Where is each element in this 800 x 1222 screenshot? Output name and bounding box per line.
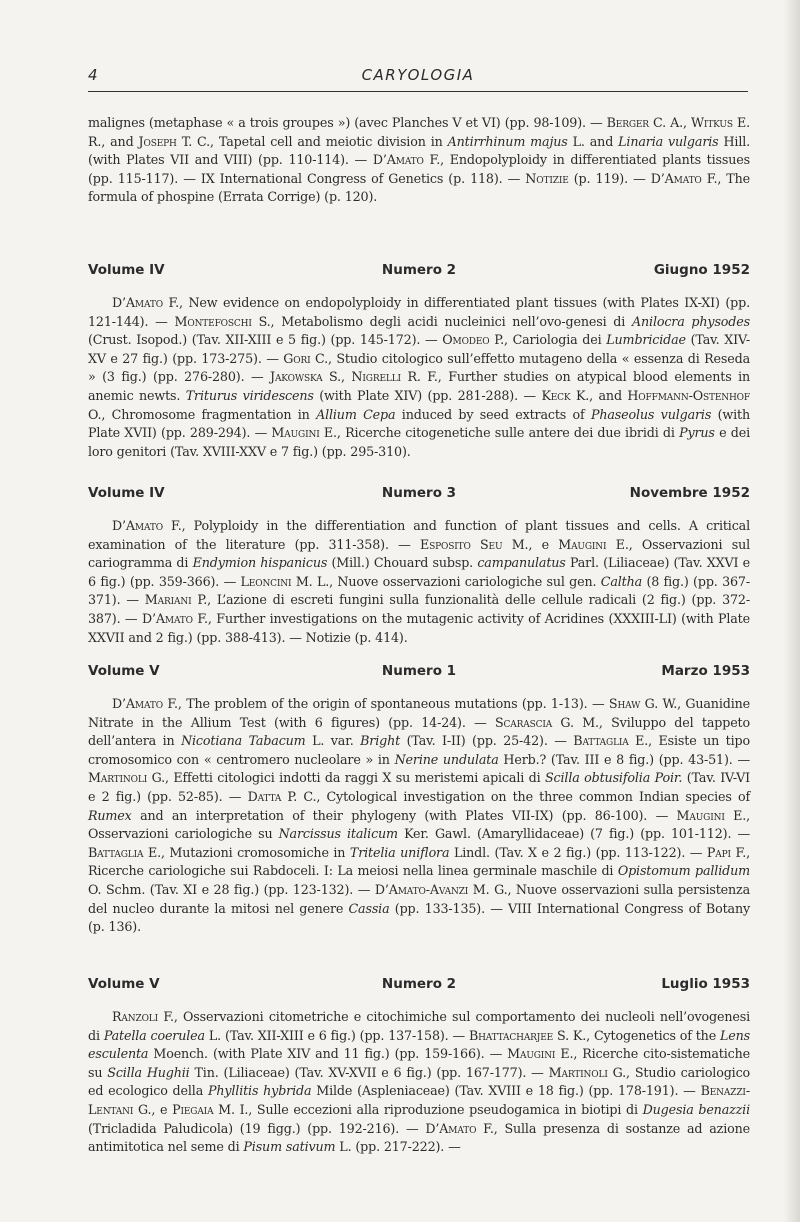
author-name: Omodeo	[442, 332, 490, 348]
taxon-name: Linaria vulgaris	[618, 133, 719, 149]
author-name: D’Amato	[425, 1120, 477, 1136]
issue-number: Numero 1	[381, 663, 457, 679]
author-name: D’Amato	[372, 152, 424, 168]
running-title: CARYOLOGIA	[361, 66, 475, 84]
author-name: Jakowska	[270, 369, 323, 385]
taxon-name: Opistomum pallidum	[617, 863, 750, 879]
author-name: Leoncini	[240, 573, 292, 589]
taxon-name: Caltha	[600, 573, 643, 589]
author-name: Martinoli	[88, 770, 148, 786]
issue-vol5-num1	[88, 663, 750, 937]
issue-heading	[88, 485, 750, 505]
author-name: D’Amato	[112, 696, 163, 711]
author-name: D’Amato-Avanzi	[374, 881, 469, 897]
issue-volume: Volume IV	[88, 485, 165, 501]
issue-vol4-num3	[88, 485, 750, 647]
taxon-name: Scilla obtusifolia Poir.	[545, 770, 683, 786]
header-rule	[88, 91, 748, 92]
issue-contents: D’Amato F., Polyploidy in the differentiation and function of plant tissues and cells. A critical examination of the literature (pp. 311-358). — Esposito Seu M., e Maugini E., Osservazioni sul cariogramma di Endymion hispanicus (Mill.) Chouard subsp. campanulatus Parl. (Liliaceae) (Tav. XXVI e 6 fig.) (pp. 359-366). — Leoncini M. L., Nuove osservazioni cariologiche sul gen. Caltha (8 fig.) (pp. 367-371). — Mariani P., L’azione di escreti fungini sulla funzionalità delle cellule radicali (2 fig.) (pp. 372-387). — D’Amato F., Further investigations on the mutagenic activity of Acridines (XXXIII-LI) (with Plate XXVII and 2 fig.) (pp. 388-413). — Notizie (p. 414).	[88, 518, 751, 645]
taxon-name: Tritelia uniflora	[349, 844, 450, 860]
taxon-name: Cassia	[348, 900, 390, 916]
taxon-name: Rumex	[88, 807, 132, 823]
author-name: Battaglia	[88, 844, 144, 860]
taxon-name: Dugesia benazzii	[642, 1101, 750, 1117]
issue-date: Marzo 1953	[661, 663, 750, 679]
taxon-name: Allium Cepa	[316, 406, 396, 422]
issue-number: Numero 3	[381, 485, 457, 501]
taxon-name: Antirrhinum majus	[447, 133, 568, 149]
taxon-name: Nicotiana Tabacum	[181, 733, 306, 749]
issue-number: Numero 2	[381, 976, 457, 992]
issue-heading	[88, 262, 750, 282]
taxon-name: Patella coerulea	[103, 1027, 205, 1043]
issue-volume: Volume V	[88, 976, 160, 992]
author-name: Maugini	[507, 1046, 556, 1062]
page-header	[88, 66, 748, 90]
author-name: Piegaia	[172, 1101, 214, 1117]
author-name: Benazzi-Lentani	[88, 1083, 750, 1117]
author-name: Mariani	[144, 592, 192, 608]
author-name: Scarascia	[494, 714, 553, 730]
taxon-name: Narcissus italicum	[278, 826, 398, 842]
page-spine-shadow	[784, 0, 800, 1222]
author-name: Papi	[706, 844, 731, 860]
author-name: D’Amato	[141, 610, 193, 626]
author-name: Esposito Seu	[419, 536, 503, 552]
author-name: Notizie	[525, 170, 569, 186]
author-name: Shaw	[608, 696, 641, 711]
issue-vol4-num2	[88, 262, 750, 461]
taxon-name: Triturus viridescens	[185, 387, 314, 403]
author-name: D’Amato	[650, 170, 702, 186]
author-name: Berger	[606, 115, 649, 130]
author-name: Nigrelli	[351, 369, 401, 385]
continued-entry	[88, 114, 750, 207]
author-name: Witkus	[691, 115, 733, 130]
page-number: 4	[88, 66, 98, 84]
author-name: D’Amato	[112, 295, 163, 310]
issue-number: Numero 2	[381, 262, 457, 278]
issue-volume: Volume IV	[88, 262, 165, 278]
author-name: Martinoli	[548, 1064, 608, 1080]
author-name: Battaglia	[573, 733, 629, 749]
issue-volume: Volume V	[88, 663, 160, 679]
issue-contents: D’Amato F., New evidence on endopolyploidy in differentiated plant tissues (with Plates IX-XI) (pp. 121-144). — Montefoschi S., Metabolismo degli acidi nucleinici nell’ovo-genesi di Anilocra physodes (Crust. Isopod.) (Tav. XII-XIII e 5 fig.) (pp. 145-172). — Omodeo P., Cariologia dei Lumbricidae (Tav. XIV-XV e 27 fig.) (pp. 173-275). — Gori C., Studio citologico sull’effetto mutageno della « essenza di Reseda » (3 fig.) (pp. 276-280). — Jakowska S., Nigrelli R. F., Further studies on atypical blood elements in anemic newts. Triturus viridescens (with Plate XIV) (pp. 281-288). — Keck K., and Hoffmann-Ostenhof O., Chromosome fragmentation in Allium Cepa induced by seed extracts of Phaseolus vulgaris (with Plate XVII) (pp. 289-294). — Maugini E., Ricerche citogenetiche sulle antere dei due ibridi di Pyrus e dei loro genitori (Tav. XVIII-XXV e 7 fig.) (pp. 295-310).	[88, 295, 751, 459]
issue-heading	[88, 663, 750, 683]
issue-date: Luglio 1953	[661, 976, 750, 992]
issue-contents: Ranzoli F., Osservazioni citometriche e citochimiche sul comportamento dei nucleoli nell’ovogenesi di Patella coerulea L. (Tav. XII-XIII e 6 fig.) (pp. 137-158). — Bhattacharjee S. K., Cytogenetics of the Lens esculenta Moench. (with Plate XIV and 11 fig.) (pp. 159-166). — Maugini E., Ricerche cito-sistematiche su Scilla Hughii Tin. (Liliaceae) (Tav. XV-XVII e 6 fig.) (pp. 167-177). — Martinoli G., Studio cariologico ed ecologico della Phyllitis hybrida Milde (Aspleniaceae) (Tav. XVIII e 18 fig.) (pp. 178-191). — Benazzi-Lentani G., e Piegaia M. I., Sulle eccezioni alla riproduzione pseudogamica in biotipi di Dugesia benazzii (Tricladida Paludicola) (19 figg.) (pp. 192-216). — D’Amato F., Sulla presenza di sostanze ad azione antimitotica nel seme di Pisum sativum L. (pp. 217-222). —	[88, 1009, 751, 1155]
author-name: Datta	[247, 788, 282, 804]
author-name: Ranzoli	[112, 1009, 159, 1024]
taxon-name: Anilocra physodes	[632, 313, 750, 329]
author-name: Maugini	[558, 536, 607, 552]
taxon-name: Pyrus	[679, 425, 715, 441]
author-name: Keck	[541, 387, 571, 403]
continued-entry-text: malignes (metaphase « a trois groupes ») (avec Planches V et VI) (pp. 98-109). — Berger C. A., Witkus E. R., and Joseph T. C., Tapetal cell and meiotic division in Antirrhinum majus L. and Linaria vulgaris Hill. (with Plates VII and VIII) (pp. 110-114). — D’Amato F., Endopolyploidy in differentiated plants tissues (pp. 115-117). — IX International Congress of Genetics (p. 118). — Notizie (p. 119). — D’Amato F., The formula of phospine (Errata Corrige) (p. 120).	[88, 115, 751, 205]
taxon-name: campanulatus	[477, 555, 566, 571]
taxon-name: Pisum sativum	[243, 1139, 336, 1155]
taxon-name: Lens esculenta	[88, 1027, 751, 1062]
issue-date: Giugno 1952	[653, 262, 750, 278]
taxon-name: Phaseolus vulgaris	[590, 406, 712, 422]
author-name: Maugini	[676, 807, 725, 823]
taxon-name: Nerine undulata	[394, 751, 499, 767]
issue-date: Novembre 1952	[629, 485, 750, 501]
author-name: Joseph	[138, 133, 177, 149]
taxon-name: Scilla Hughii	[107, 1064, 190, 1080]
taxon-name: Lumbricidae	[606, 332, 686, 348]
author-name: Bhattacharjee	[468, 1027, 554, 1043]
author-name: D’Amato	[112, 518, 163, 533]
taxon-name: Endymion hispanicus	[192, 555, 328, 571]
issue-vol5-num2	[88, 976, 750, 1157]
issue-heading	[88, 976, 750, 996]
taxon-name: Phyllitis hybrida	[207, 1083, 312, 1099]
author-name: Hoffmann-Ostenhof	[627, 387, 750, 403]
taxon-name: Bright	[360, 733, 401, 749]
author-name: Montefoschi	[174, 313, 252, 329]
issue-contents: D’Amato F., The problem of the origin of spontaneous mutations (pp. 1-13). — Shaw G. W., Guanidine Nitrate in the Allium Test (with 6 figures) (pp. 14-24). — Scarascia G. M., Sviluppo del tappeto dell’antera in Nicotiana Tabacum L. var. Bright (Tav. I-II) (pp. 25-42). — Battaglia E., Esiste un tipo cromosomico con « centromero nucleolare » in Nerine undulata Herb.? (Tav. III e 8 fig.) (pp. 43-51). — Martinoli G., Effetti citologici indotti da raggi X su meristemi apicali di Scilla obtusifolia Poir. (Tav. IV-VI e 2 fig.) (pp. 52-85). — Datta P. C., Cytological investigation on the three common Indian species of Rumex and an interpretation of their phylogeny (with Plates VII-IX) (pp. 86-100). — Maugini E., Osservazioni cariologiche su Narcissus italicum Ker. Gawl. (Amaryllidaceae) (7 fig.) (pp. 101-112). — Battaglia E., Mutazioni cromosomiche in Tritelia uniflora Lindl. (Tav. X e 2 fig.) (pp. 113-122). — Papi F., Ricerche cariologiche sui Rabdoceli. I: La meiosi nella linea germinale maschile di Opistomum pallidum O. Schm. (Tav. XI e 28 fig.) (pp. 123-132). — D’Amato-Avanzi M. G., Nuove osservazioni sulla persistenza del nucleo durante la mitosi nel genere Cassia (pp. 133-135). — VIII International Congress of Botany (p. 136).	[88, 696, 751, 935]
author-name: Maugini	[271, 425, 320, 441]
author-name: Gori	[283, 350, 311, 366]
